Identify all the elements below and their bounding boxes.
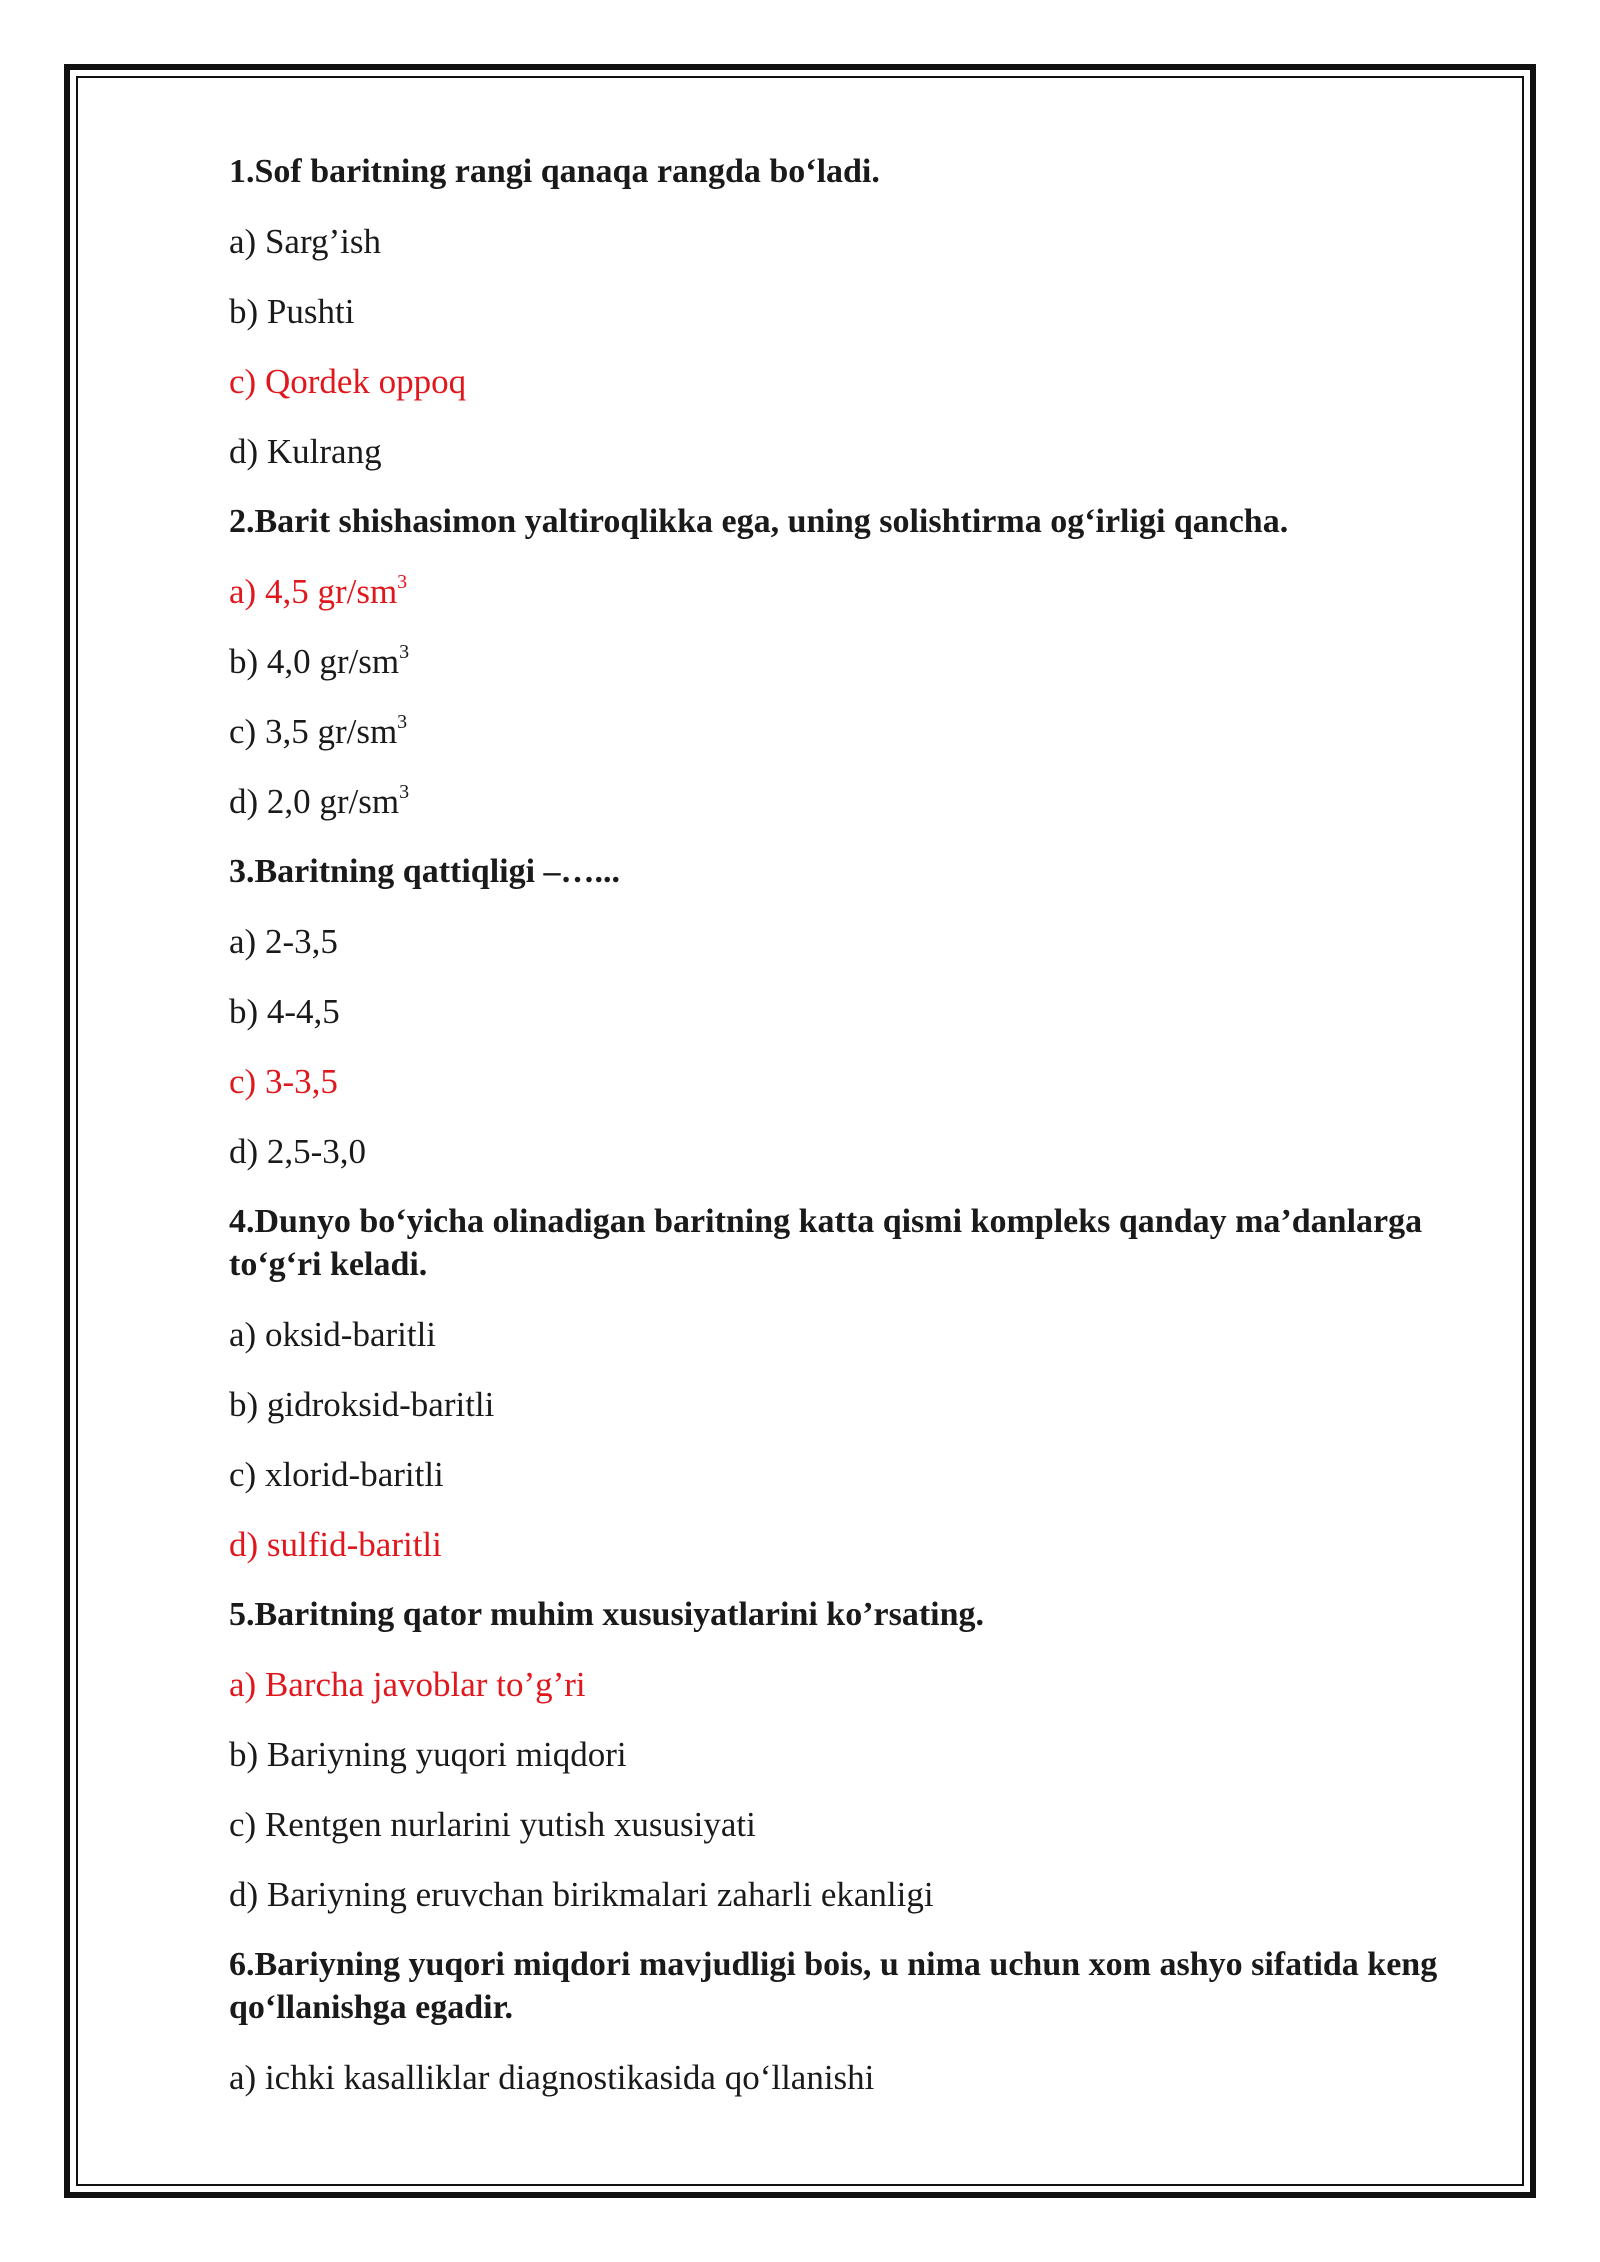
superscript: 3 [397,711,408,733]
question-6-option-a: a) ichki kasalliklar diagnostikasida qo‘llanishi [229,2058,875,2097]
question-1-option-c-correct: c) Qordek oppoq [229,362,467,401]
question-4-option-a: a) oksid-baritli [229,1315,437,1354]
question-3-text: 3.Baritning qattiqligi –…... [229,853,621,890]
question-3-option-b: b) 4-4,5 [229,992,340,1031]
question-5-option-c: c) Rentgen nurlarini yutish xususiyati [229,1805,756,1844]
quiz-content [229,150,1489,2126]
question-2-option-b [229,640,1489,683]
question-1-option-b: b) Pushti [229,292,355,331]
question-3-option-d: d) 2,5-3,0 [229,1132,367,1171]
option-text: b) 4,0 gr/sm [229,642,400,681]
question-5-option-b: b) Bariyning yuqori miqdori [229,1735,627,1774]
question-6-text: 6.Bariyning yuqori miqdori mavjudligi bois, u nima uchun xom ashyo sifatida keng qo‘llanishga egadir. [229,1946,1438,2026]
question-2-option-a-correct [229,570,1489,613]
question-2-text: 2.Barit shishasimon yaltiroqlikka ega, uning solishtirma og‘irligi qancha. [229,503,1289,540]
question-5-text: 5.Baritning qator muhim xususiyatlarini ko’rsating. [229,1596,985,1633]
question-2-option-d [229,780,1489,823]
option-text: c) 3,5 gr/sm [229,712,398,751]
superscript: 3 [399,641,410,663]
option-text: a) 4,5 gr/sm [229,572,398,611]
question-1-text: 1.Sof baritning rangi qanaqa rangda bo‘ladi. [229,153,880,190]
question-1-option-d: d) Kulrang [229,432,382,471]
question-5-option-d: d) Bariyning eruvchan birikmalari zaharli ekanligi [229,1875,934,1914]
question-5-option-a-correct: a) Barcha javoblar to’g’ri [229,1665,586,1704]
superscript: 3 [397,571,408,593]
option-text: d) 2,0 gr/sm [229,782,400,821]
question-2-option-c [229,710,1489,753]
question-3-option-c-correct: c) 3-3,5 [229,1062,338,1101]
question-4-option-b: b) gidroksid-baritli [229,1385,495,1424]
question-4-option-d-correct: d) sulfid-baritli [229,1525,442,1564]
superscript: 3 [399,781,410,803]
question-1-option-a: a) Sarg’ish [229,222,381,261]
question-3-option-a: a) 2-3,5 [229,922,338,961]
question-4-text: 4.Dunyo bo‘yicha olinadigan baritning katta qismi kompleks qanday ma’danlarga to‘g‘ri keladi. [229,1203,1423,1283]
question-4-option-c: c) xlorid-baritli [229,1455,444,1494]
